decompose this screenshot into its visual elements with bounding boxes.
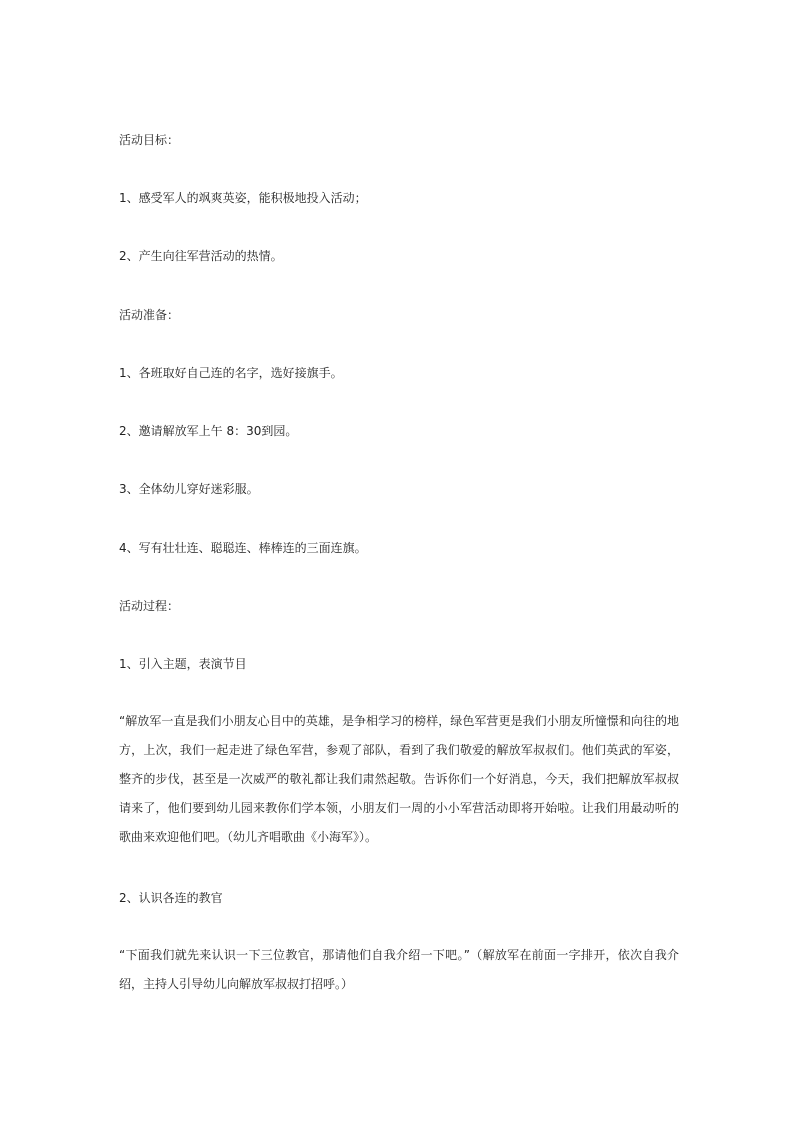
prep-item-3: 3、全体幼儿穿好迷彩服。 <box>119 482 259 496</box>
process-heading: 活动过程： <box>119 599 180 613</box>
step-2-body: “下面我们就先来认识一下三位教官，那请他们自我介绍一下吧。”（解放军在前面一字排开，依次自我介绍，主持人引导幼儿向解放军叔叔打招呼。） <box>119 948 679 991</box>
prep-heading: 活动准备： <box>119 308 180 322</box>
step-2-title: 2、认识各连的教官 <box>119 891 223 905</box>
prep-item-1: 1、各班取好自己连的名字，选好接旗手。 <box>119 366 343 380</box>
prep-item-2: 2、邀请解放军上午 8：30到园。 <box>119 424 298 438</box>
goals-heading: 活动目标： <box>119 133 180 147</box>
prep-item-4: 4、写有壮壮连、聪聪连、棒棒连的三面连旗。 <box>119 541 367 555</box>
step-1-title: 1、引入主题，表演节目 <box>119 657 247 671</box>
goal-item-1: 1、感受军人的飒爽英姿，能积极地投入活动； <box>119 191 367 205</box>
step-1-body: “解放军一直是我们小朋友心目中的英雄，是争相学习的榜样，绿色军营更是我们小朋友所憧憬和向往的地方，上次，我们一起走进了绿色军营，参观了部队，看到了我们敬爱的解放军叔叔们。他们英武的军姿，整齐的步伐，甚至是一次威严的敬礼都让我们肃然起敬。告诉你们一个好消息，今天，我们把解放军叔叔请来了，他们要到幼儿园来教你们学本领，小朋友们一周的小小军营活动即将开始啦。让我们用最动听的歌曲来欢迎他们吧。（幼儿齐唱歌曲《小海军》）。 <box>119 714 679 844</box>
goal-item-2: 2、产生向往军营活动的热情。 <box>119 249 283 263</box>
